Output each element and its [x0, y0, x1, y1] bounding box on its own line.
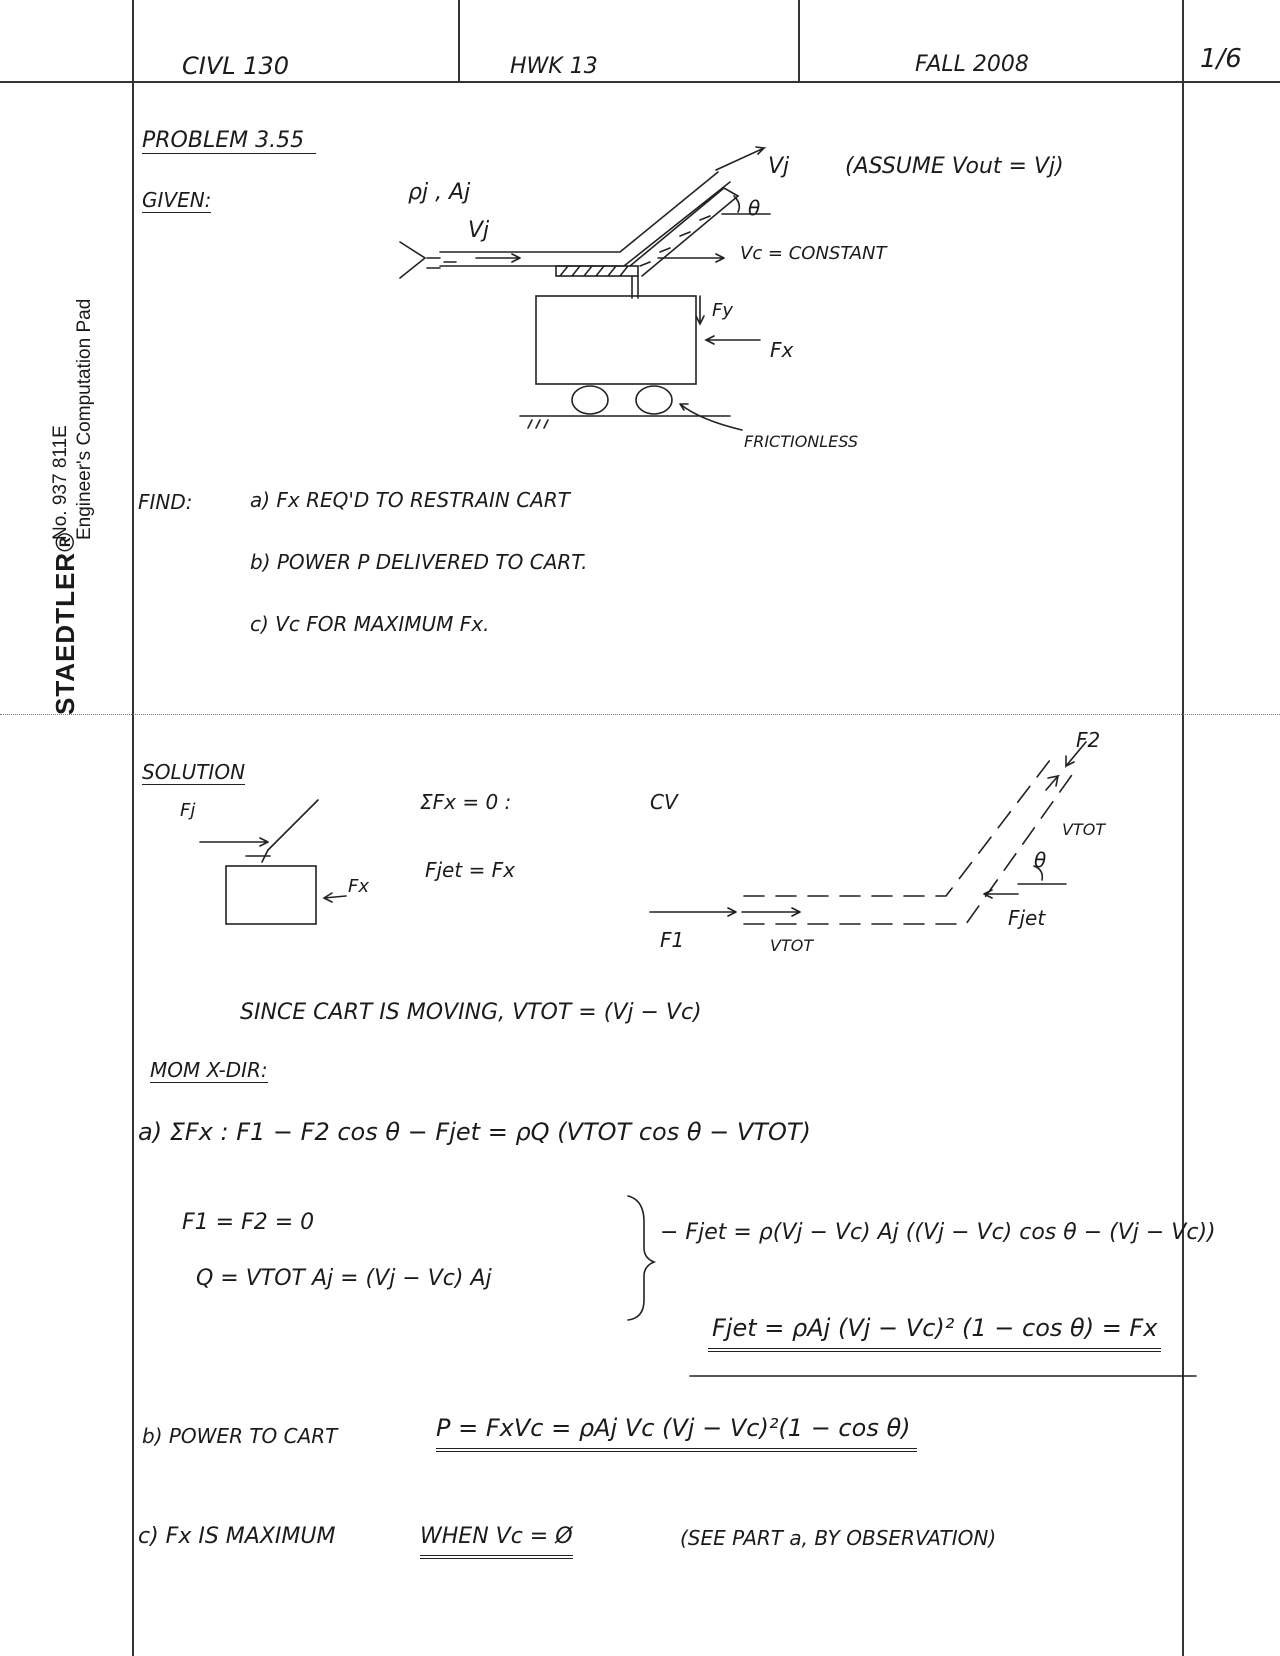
- force-x-label: Fx: [770, 338, 794, 362]
- momentum-equation: a) ΣFx : F1 − F2 cos θ − Fjet = ρQ (VTOT cos θ − VTOT): [138, 1118, 811, 1146]
- momentum-x-label: MOM X-DIR:: [150, 1058, 268, 1082]
- control-volume-sketch: [744, 760, 1074, 924]
- system-brace: [628, 1196, 654, 1320]
- jet-velocity-label: Vj: [468, 218, 490, 243]
- cv-outlet-force: F2: [1076, 728, 1101, 752]
- jet-force-equation: Fjet = Fx: [425, 858, 516, 882]
- cv-inlet-velocity: VTOT: [770, 936, 814, 955]
- problem-title: PROBLEM 3.55: [142, 128, 316, 154]
- control-volume-label: CV: [650, 790, 678, 814]
- term-label: FALL 2008: [915, 52, 1029, 77]
- assumption-note: (ASSUME Vout = Vj): [845, 154, 1064, 179]
- cart-velocity-label: Vc = CONSTANT: [740, 243, 887, 264]
- assignment-label: HWK 13: [510, 54, 598, 79]
- angle-arc: [722, 196, 770, 214]
- max-force-statement: c) Fx IS MAXIMUM: [138, 1524, 336, 1549]
- sum-fx-equation: ΣFx = 0 :: [420, 790, 512, 814]
- jet-stream: [440, 147, 764, 266]
- fbd-jet-force: Fj: [180, 800, 196, 821]
- page-number: 1/6: [1200, 44, 1242, 74]
- max-force-note: (SEE PART a, BY OBSERVATION): [680, 1526, 997, 1550]
- cart-wheels: [520, 386, 742, 430]
- course-code: CIVL 130: [182, 52, 290, 80]
- pressure-forces-zero: F1 = F2 = 0: [182, 1210, 315, 1235]
- product-name: Engineer's Computation Pad: [74, 298, 95, 540]
- cv-inlet-force: F1: [660, 928, 685, 952]
- force-y-label: Fy: [712, 300, 734, 321]
- nozzle-sketch: [400, 242, 456, 278]
- brand-logo: STAEDTLER®: [50, 531, 80, 715]
- frictionless-label: FRICTIONLESS: [744, 432, 859, 451]
- solution-label: SOLUTION: [142, 760, 246, 784]
- jet-force-result: Fjet = ρAj (Vj − Vc)² (1 − cos θ) = Fx: [708, 1314, 1161, 1352]
- cart-body: [536, 296, 760, 384]
- find-item-b: b) POWER P DELIVERED TO CART.: [250, 550, 588, 574]
- fbd-restraint-force: Fx: [348, 876, 370, 897]
- given-variables: ρj , Aj: [408, 180, 471, 205]
- power-label: b) POWER TO CART: [142, 1424, 338, 1448]
- find-item-a: a) Fx REQ'D TO RESTRAIN CART: [250, 488, 570, 512]
- flowrate-equation: Q = VTOT Aj = (Vj − Vc) Aj: [196, 1266, 492, 1291]
- cv-outlet-velocity: VTOT: [1062, 820, 1106, 839]
- cv-jet-force: Fjet: [1008, 906, 1046, 930]
- max-force-condition: WHEN Vc = Ø: [420, 1524, 573, 1559]
- power-equation: P = FxVc = ρAj Vc (Vj − Vc)²(1 − cos θ): [436, 1414, 917, 1452]
- find-item-c: c) Vc FOR MAXIMUM Fx.: [250, 612, 490, 636]
- relative-velocity-statement: SINCE CART IS MOVING, VTOT = (Vj − Vc): [240, 1000, 702, 1025]
- cv-angle: θ: [1034, 848, 1047, 872]
- cv-arrows: [650, 742, 1086, 916]
- find-label: FIND:: [138, 490, 193, 514]
- given-label: GIVEN:: [142, 188, 212, 212]
- vane-shape: [556, 188, 738, 298]
- free-body-diagram: [200, 800, 346, 924]
- deflection-angle: θ: [748, 196, 761, 220]
- substituted-equation: − Fjet = ρ(Vj − Vc) Aj ((Vj − Vc) cos θ − (Vj − Vc)): [660, 1220, 1216, 1245]
- out-velocity-label: Vj: [768, 154, 790, 179]
- product-number: No. 937 811E: [50, 425, 71, 540]
